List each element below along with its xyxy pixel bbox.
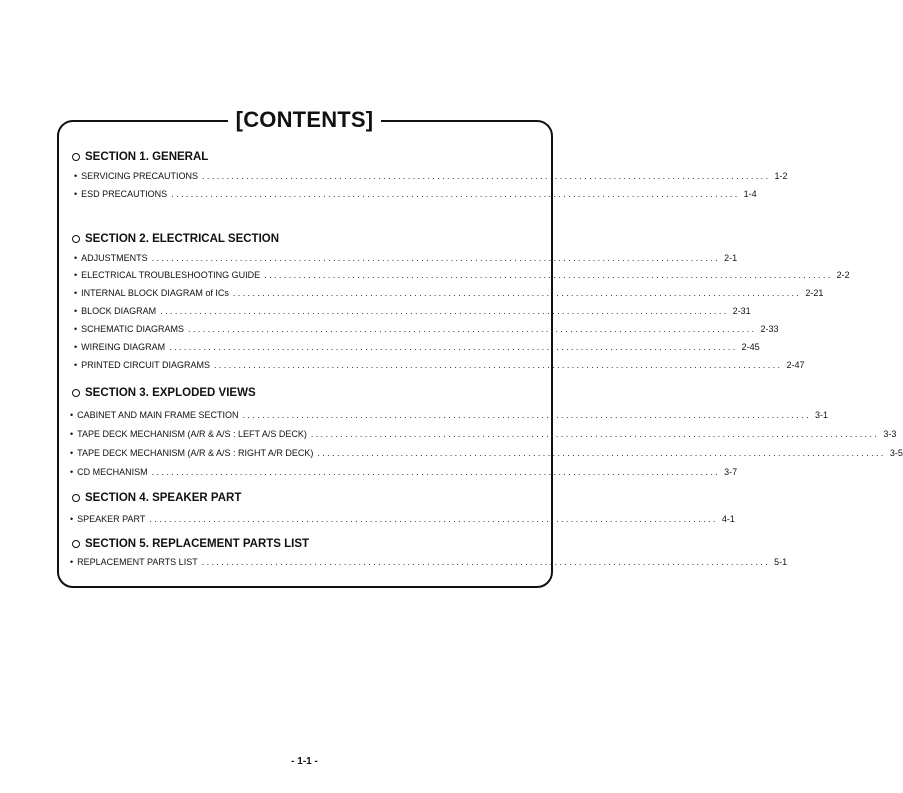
dot-leader: .................................................................................................................... (201, 557, 771, 567)
bullet: • (74, 360, 78, 370)
bullet: • (70, 429, 74, 439)
toc-entry-printed-circuit-diagrams (74, 360, 805, 370)
entry-page: 3-5 (889, 448, 903, 458)
entry-label: INTERNAL BLOCK DIAGRAM of ICs (81, 288, 229, 298)
bullet: • (74, 306, 78, 316)
entry-page: 1-4 (743, 189, 757, 199)
entry-page: 4-1 (721, 514, 735, 524)
section-heading-2 (72, 233, 279, 245)
entry-label: TAPE DECK MECHANISM (A/R & A/S : RIGHT A/R DECK) (77, 448, 314, 458)
toc-entry-wireing-diagram (74, 342, 760, 352)
dot-leader: .................................................................................................................... (202, 171, 771, 181)
section-heading-1 (72, 151, 208, 163)
entry-page: 3-7 (724, 467, 738, 477)
bullet: • (70, 448, 74, 458)
entry-label: SERVICING PRECAUTIONS (81, 171, 199, 181)
toc-entry-tape-deck-left (70, 429, 897, 439)
circle-bullet-icon (72, 540, 80, 548)
entry-label: SPEAKER PART (77, 514, 146, 524)
bullet: • (70, 467, 74, 477)
dot-leader: .................................................................................................................... (160, 306, 729, 316)
toc-entry-adjustments (74, 253, 738, 263)
bullet: • (74, 324, 78, 334)
entry-page: 5-1 (774, 557, 788, 567)
section-title: SECTION 3. EXPLODED VIEWS (85, 387, 256, 399)
dot-leader: .................................................................................................................... (242, 410, 811, 420)
bullet: • (74, 288, 78, 298)
dot-leader: .................................................................................................................... (149, 514, 718, 524)
section-heading-5 (72, 538, 309, 550)
dot-leader: .................................................................................................................... (171, 189, 740, 199)
dot-leader: .................................................................................................................... (188, 324, 757, 334)
section-heading-3 (72, 387, 256, 399)
entry-label: BLOCK DIAGRAM (81, 306, 157, 316)
entry-page: 2-45 (741, 342, 760, 352)
page-number: - 1-1 - (291, 756, 318, 767)
bullet: • (70, 410, 74, 420)
entry-page: 3-3 (883, 429, 897, 439)
toc-entry-replacement-parts-list (70, 557, 788, 567)
dot-leader: .................................................................................................................... (264, 270, 833, 280)
dot-leader: .................................................................................................................... (232, 288, 802, 298)
toc-entry-cd-mechanism (70, 467, 738, 477)
dot-leader: .................................................................................................................... (310, 429, 880, 439)
entry-label: ELECTRICAL TROUBLESHOOTING GUIDE (81, 270, 261, 280)
entry-label: WIREING DIAGRAM (81, 342, 166, 352)
entry-label: ADJUSTMENTS (81, 253, 148, 263)
entry-page: 1-2 (774, 171, 788, 181)
toc-entry-block-diagram (74, 306, 751, 316)
entry-label: REPLACEMENT PARTS LIST (77, 557, 198, 567)
entry-label: PRINTED CIRCUIT DIAGRAMS (81, 360, 210, 370)
section-heading-4 (72, 492, 241, 504)
entry-page: 2-1 (724, 253, 738, 263)
section-title: SECTION 2. ELECTRICAL SECTION (85, 233, 280, 245)
circle-bullet-icon (72, 153, 80, 161)
page-title: [CONTENTS] (228, 104, 382, 136)
dot-leader: .................................................................................................................... (317, 448, 886, 458)
entry-page: 2-2 (836, 270, 850, 280)
entry-label: CABINET AND MAIN FRAME SECTION (77, 410, 239, 420)
dot-leader: .................................................................................................................... (169, 342, 738, 352)
bullet: • (74, 189, 78, 199)
entry-label: CD MECHANISM (77, 467, 148, 477)
section-title: SECTION 5. REPLACEMENT PARTS LIST (85, 538, 310, 550)
dot-leader: .................................................................................................................... (214, 360, 783, 370)
entry-label: TAPE DECK MECHANISM (A/R & A/S : LEFT A/S DECK) (77, 429, 307, 439)
entry-page: 2-47 (786, 360, 805, 370)
toc-entry-internal-block-diagram (74, 288, 824, 298)
entry-label: ESD PRECAUTIONS (81, 189, 168, 199)
bullet: • (70, 557, 74, 567)
toc-entry-schematic-diagrams (74, 324, 779, 334)
bullet: • (74, 270, 78, 280)
entry-page: 3-1 (814, 410, 828, 420)
section-title: SECTION 1. GENERAL (85, 151, 209, 163)
toc-entry-electrical-troubleshooting-guide (74, 270, 850, 280)
bullet: • (70, 514, 74, 524)
toc-entry-speaker-part (70, 514, 735, 524)
bullet: • (74, 253, 78, 263)
section-title: SECTION 4. SPEAKER PART (85, 492, 242, 504)
entry-page: 2-21 (805, 288, 824, 298)
dot-leader: .................................................................................................................... (151, 253, 721, 263)
circle-bullet-icon (72, 494, 80, 502)
entry-page: 2-33 (760, 324, 779, 334)
circle-bullet-icon (72, 389, 80, 397)
toc-entry-esd-precautions (74, 189, 757, 199)
dot-leader: .................................................................................................................... (151, 467, 721, 477)
circle-bullet-icon (72, 235, 80, 243)
toc-entry-cabinet-main-frame (70, 410, 828, 420)
toc-entry-tape-deck-right (70, 448, 903, 458)
entry-label: SCHEMATIC DIAGRAMS (81, 324, 184, 334)
toc-entry-servicing-precautions (74, 171, 788, 181)
bullet: • (74, 171, 78, 181)
bullet: • (74, 342, 78, 352)
entry-page: 2-31 (732, 306, 751, 316)
